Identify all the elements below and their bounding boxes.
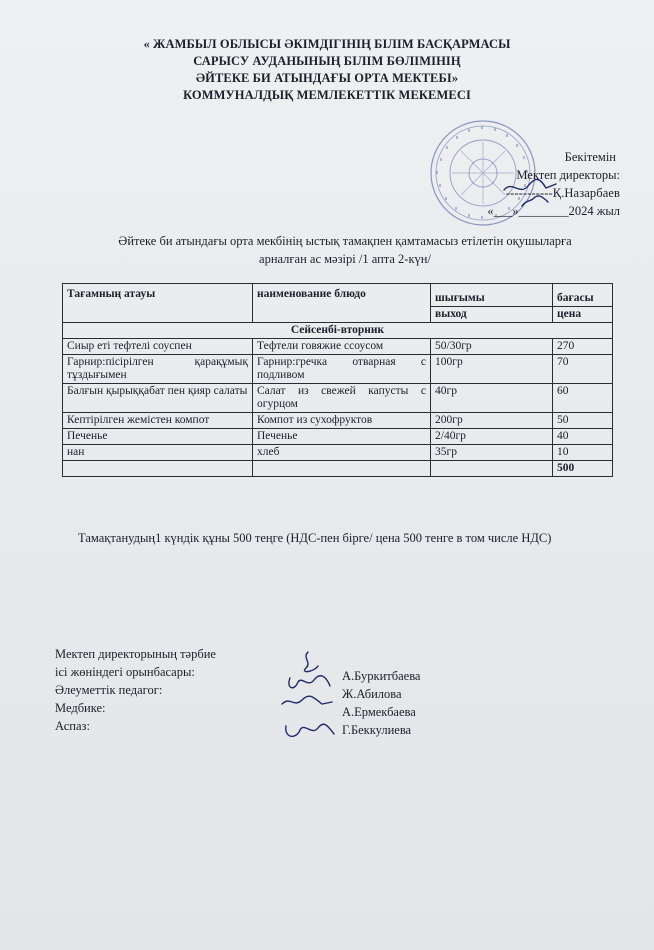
document-header <box>0 36 654 104</box>
dish-ru: Тефтели говяжие ссоусом <box>253 339 431 355</box>
table-header-row <box>63 284 613 307</box>
dish-ru: Печенье <box>253 429 431 445</box>
total-empty-3 <box>431 461 553 477</box>
role-deputy-line-1: Мектеп директорының тәрбие <box>55 647 216 661</box>
table-row <box>63 384 613 413</box>
dish-ru: хлеб <box>253 445 431 461</box>
table-row <box>63 339 613 355</box>
dish-price: 60 <box>553 384 613 413</box>
name-deputy: А.Буркитбаева <box>342 669 421 683</box>
table-row <box>63 355 613 384</box>
header-line-3: ӘЙТЕКЕ БИ АТЫНДАҒЫ ОРТА МЕКТЕБІ» <box>195 71 459 85</box>
dish-kz: Печенье <box>63 429 253 445</box>
dish-price: 40 <box>553 429 613 445</box>
name-nurse: А.Ермекбаева <box>342 705 416 719</box>
table-row <box>63 413 613 429</box>
menu-table <box>62 283 613 477</box>
day-row <box>63 323 613 339</box>
table-row <box>63 445 613 461</box>
dish-output: 40гр <box>431 384 553 413</box>
total-row <box>63 461 613 477</box>
dish-price: 270 <box>553 339 613 355</box>
signatory-names <box>342 667 421 739</box>
header-price-kz: бағасы <box>553 284 613 307</box>
header-output-ru: выход <box>431 307 553 323</box>
dish-output: 100гр <box>431 355 553 384</box>
dish-output: 200гр <box>431 413 553 429</box>
dish-price: 70 <box>553 355 613 384</box>
role-nurse: Медбике: <box>55 701 106 715</box>
signatory-roles <box>55 645 216 735</box>
name-social: Ж.Абилова <box>342 687 402 701</box>
header-line-2: САРЫСУ АУДАНЫНЫҢ БІЛІМ БӨЛІМІНІҢ <box>193 54 461 68</box>
role-deputy-line-2: ісі жөніндегі орынбасары: <box>55 665 195 679</box>
dish-kz: Балғын қырыққабат пен қияр салаты <box>63 384 253 413</box>
header-name-ru: наименование блюдо <box>253 284 431 323</box>
role-cook: Аспаз: <box>55 719 90 733</box>
total-price: 500 <box>553 461 613 477</box>
header-line-1: « ЖАМБЫЛ ОБЛЫСЫ ӘКІМДІГІНІҢ БІЛІМ БАСҚАРМАСЫ <box>143 37 511 51</box>
table-row <box>63 429 613 445</box>
dish-output: 2/40гр <box>431 429 553 445</box>
header-price-ru: цена <box>553 307 613 323</box>
approval-title: Бекітемін <box>564 150 616 164</box>
total-empty-2 <box>253 461 431 477</box>
total-empty-1 <box>63 461 253 477</box>
dish-ru: Салат из свежей капусты с огурцом <box>253 384 431 413</box>
approval-director: -----------Қ.Назарбаев <box>505 186 620 200</box>
role-social: Әлеуметтік педагог: <box>55 683 163 697</box>
dish-ru: Компот из сухофруктов <box>253 413 431 429</box>
dish-kz: Сиыр еті тефтелі соуспен <box>63 339 253 355</box>
signatures-icon <box>268 648 348 748</box>
intro-line-1: Әйтеке би атындағы орта мекбінің ыстық тамақпен қамтамасыз етілетін оқушыларға <box>118 234 572 248</box>
dish-kz: Гарнир:пісірілген қарақұмық тұздығымен <box>63 355 253 384</box>
dish-price: 10 <box>553 445 613 461</box>
dish-kz: нан <box>63 445 253 461</box>
approval-position: Мектеп директоры: <box>516 168 620 182</box>
dish-output: 50/30гр <box>431 339 553 355</box>
approval-date: «___»________2024 жыл <box>487 204 620 218</box>
dish-kz: Кептірілген жемістен компот <box>63 413 253 429</box>
header-line-4: КОММУНАЛДЫҚ МЕМЛЕКЕТТІК МЕКЕМЕСІ <box>183 88 471 102</box>
cost-note: Тамақтанудың1 күндік құны 500 теңге (НДС-пен бірге/ цена 500 тенге в том числе НДС) <box>78 531 552 545</box>
name-cook: Г.Беккулиева <box>342 723 412 737</box>
intro-line-2: арналған ас мәзірі /1 апта 2-күн/ <box>259 252 431 266</box>
header-output-kz: шығымы <box>431 284 553 307</box>
day-label: Сейсенбі-вторник <box>63 323 613 339</box>
header-name-kz: Тағамның атауы <box>63 284 253 323</box>
dish-output: 35гр <box>431 445 553 461</box>
director-signature-icon <box>500 172 560 214</box>
menu-intro <box>70 232 620 268</box>
dish-price: 50 <box>553 413 613 429</box>
dish-ru: Гарнир:гречка отварная с подливом <box>253 355 431 384</box>
